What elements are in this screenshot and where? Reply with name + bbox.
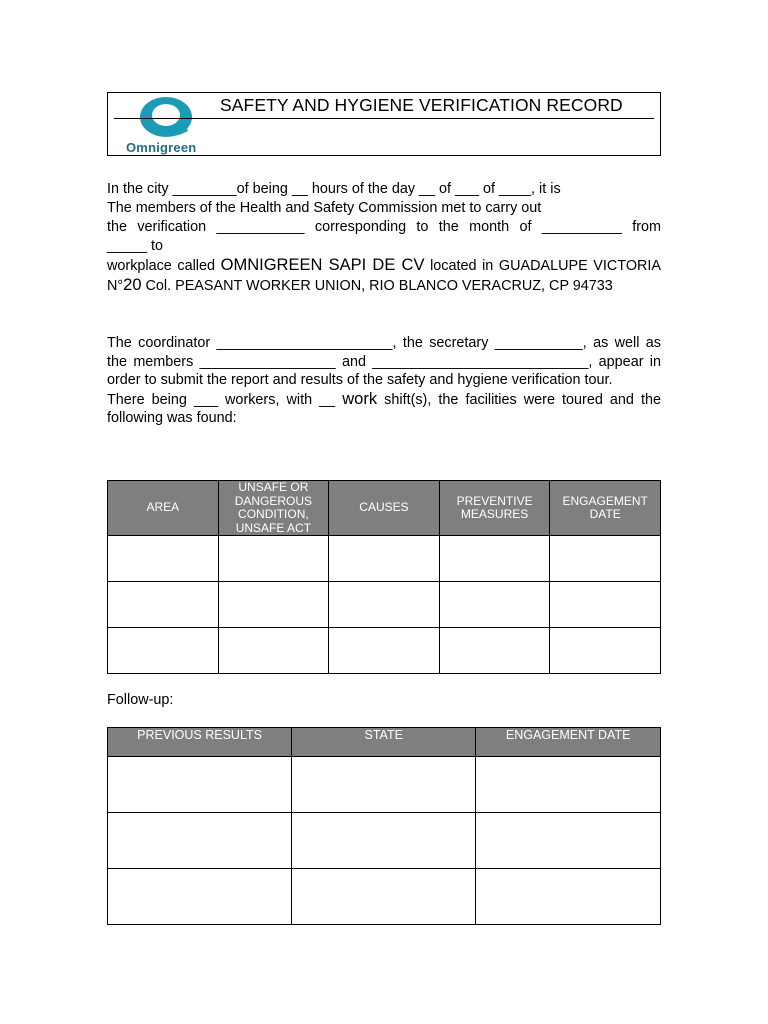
findings-header-row xyxy=(108,481,661,536)
table-cell[interactable] xyxy=(292,813,476,869)
intro-line-1: In the city ________of being __ hours of the day __ of ___ of ____, it is xyxy=(107,181,561,197)
table-cell[interactable] xyxy=(439,536,550,582)
table-cell[interactable] xyxy=(218,582,329,628)
table-cell[interactable] xyxy=(292,757,476,813)
table-row xyxy=(108,628,661,674)
header-area: AREA xyxy=(108,481,219,536)
header-previous-results: PREVIOUS RESULTS xyxy=(108,728,292,757)
intro-paragraph xyxy=(107,180,661,296)
coordinator-paragraph xyxy=(107,334,661,428)
address-text: Col. PEASANT WORKER UNION, RIO BLANCO VERACRUZ, CP 94733 xyxy=(145,278,613,294)
intro-line-2: The members of the Health and Safety Commission met to carry out xyxy=(107,200,542,216)
table-cell[interactable] xyxy=(476,813,661,869)
table-cell[interactable] xyxy=(218,628,329,674)
address-number: 20 xyxy=(123,276,142,294)
findings-table xyxy=(107,480,661,674)
omnigreen-logo xyxy=(120,95,216,155)
document-title: SAFETY AND HYGIENE VERIFICATION RECORD xyxy=(220,95,623,115)
header-causes: CAUSES xyxy=(329,481,440,536)
table-cell[interactable] xyxy=(292,869,476,925)
table-cell[interactable] xyxy=(108,536,219,582)
table-cell[interactable] xyxy=(476,869,661,925)
table-cell[interactable] xyxy=(218,536,329,582)
table-row xyxy=(108,582,661,628)
table-cell[interactable] xyxy=(108,582,219,628)
table-cell[interactable] xyxy=(329,582,440,628)
header-followup-engagement-date: ENGAGEMENT DATE xyxy=(476,728,661,757)
workers-text xyxy=(107,390,661,428)
table-row xyxy=(108,813,661,869)
followup-table xyxy=(107,727,661,925)
table-cell[interactable] xyxy=(476,757,661,813)
table-cell[interactable] xyxy=(550,628,661,674)
header-engagement-date: ENGAGEMENT DATE xyxy=(550,481,661,536)
table-cell[interactable] xyxy=(329,536,440,582)
table-row xyxy=(108,536,661,582)
followup-header-row xyxy=(108,728,661,757)
work-word: work xyxy=(342,389,378,408)
document-header xyxy=(107,92,661,156)
intro-line-3: the verification ___________ corresponding to the month of __________ from xyxy=(107,219,661,235)
table-cell[interactable] xyxy=(329,628,440,674)
table-cell[interactable] xyxy=(108,813,292,869)
intro-line-3b: _____ to xyxy=(107,238,164,254)
table-cell[interactable] xyxy=(439,628,550,674)
company-name: OMNIGREEN SAPI DE CV xyxy=(220,256,425,274)
logo-text: Omnigreen xyxy=(126,140,197,155)
table-cell[interactable] xyxy=(108,757,292,813)
intro-location xyxy=(107,256,661,296)
workers-text-a: There being ___ workers, with __ xyxy=(107,391,336,408)
header-preventive-measures: PREVENTIVE MEASURES xyxy=(439,481,550,536)
table-row xyxy=(108,869,661,925)
followup-label: Follow-up: xyxy=(107,692,174,708)
workplace-called: workplace called xyxy=(107,258,216,274)
coordinator-text: The coordinator ______________________, the secretary ___________, as well as the members _________________ and ___________________________, appear in order to submit the report and results of the safety and hygiene verification tour. xyxy=(107,335,661,388)
table-cell[interactable] xyxy=(108,628,219,674)
table-cell[interactable] xyxy=(550,582,661,628)
table-cell[interactable] xyxy=(439,582,550,628)
table-row xyxy=(108,757,661,813)
location-text: located in GUADALUPE VICTORIA N° xyxy=(107,258,662,294)
header-unsafe-condition: UNSAFE OR DANGEROUS CONDITION, UNSAFE ACT xyxy=(218,481,329,536)
header-state: STATE xyxy=(292,728,476,757)
table-cell[interactable] xyxy=(550,536,661,582)
workers-text-b: shift(s), the facilities were toured and the following was found: xyxy=(107,391,661,426)
table-cell[interactable] xyxy=(108,869,292,925)
header-rule xyxy=(114,118,654,119)
